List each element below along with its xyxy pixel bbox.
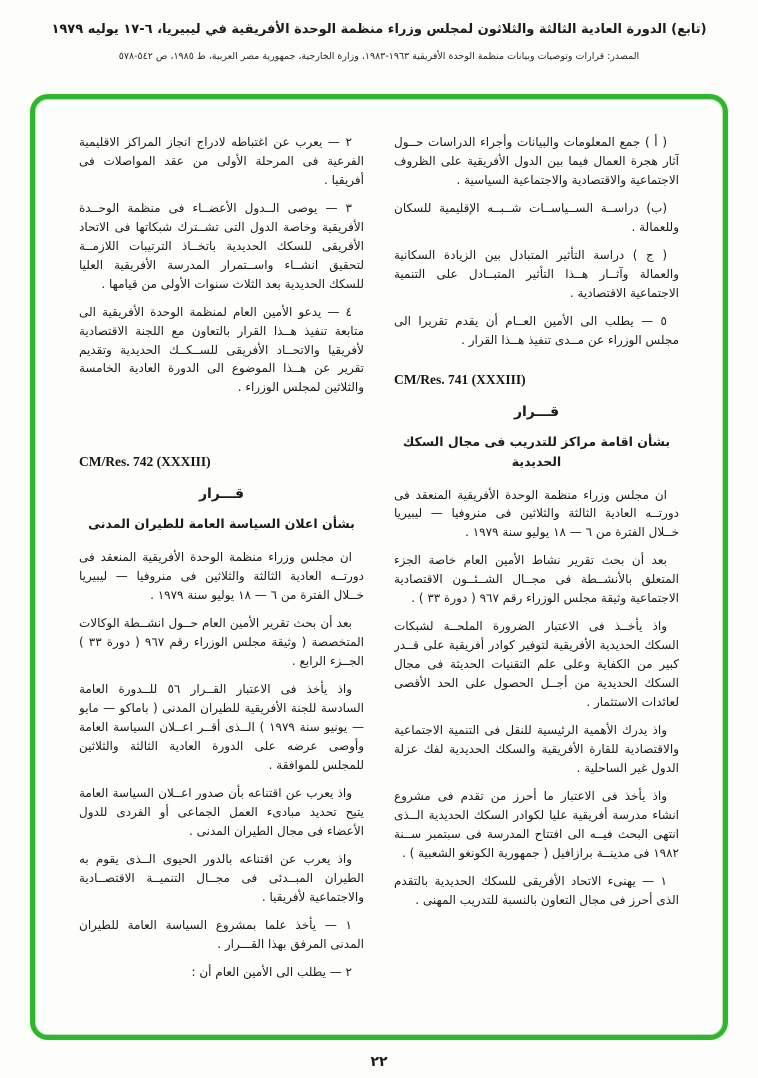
resolution-ref-742: CM/Res. 742 (XXXIII) [79,454,211,470]
columns [35,99,723,1035]
paragraph: ٤ — يدعو الأمين العام لمنظمة الوحدة الأفريقية الى متابعة تنفيذ هــذا القرار بالتعاون مع اللجنة الاقتصادية لأفريقيا والاتحــاد الأفريقى للســكــك الحديدية وتقديم تقرير عن هــذا الموضوع الى الدورة العادية الخامسة والثلاثين لمجلس الوزراء . [79,304,364,395]
paragraph: ان مجلس وزراء منظمة الوحدة الأفريقية المنعقد فى دورتــه العادية الثالثة والثلاثين فى منروفيا — ليبيريا خــلال الفترة من ٦ — ١٨ يوليو سنة ١٩٧٩ . [394,487,679,540]
paragraph: ان مجلس وزراء منظمة الوحدة الأفريقية المنعقد فى دورتــه العادية الثالثة والثلاثين فى منروفيا — ليبيريا خــلال الفترة من ٦ — ١٨ يوليو سنة ١٩٧٩ . [79,550,364,603]
page-number: ٢٢ [370,1054,388,1070]
paragraph: ١ — يأخذ علما بمشروع السياسة العامة للطيران المدنى المرفق بهذا القـــرار . [79,917,364,951]
resolution-ref-741: CM/Res. 741 (XXXIII) [394,371,526,387]
paragraph: ٢ — يطلب الى الأمين العام أن : [191,964,352,979]
paragraph: ٢ — يعرب عن اغتباطه لادراج انجاز المراكز الاقليمية الفرعية فى المرحلة الأولى من عقد المواصلات فى أفريقيا . [79,135,364,187]
resolution-heading: قـــرار [513,403,560,420]
paragraph: ٥ — يطلب الى الأمين العــام أن يقدم تقريرا الى مجلس الوزراء عن مــدى تنفيذ هــذا القرار . [394,313,679,347]
page-header [0,22,758,62]
left-column [79,133,364,1015]
paragraph: ١ — يهنىء الاتحاد الأفريقى للسكك الحديدية بالتقدم الذى أحرز فى مجال التعاون بالنسبة للتدريب المهنى . [394,873,679,907]
paragraph: ( ج ) دراسة التأثير المتبادل بين الزيادة السكانية والعمالة وآثــار هــذا التأثير المتبــادل على التنمية الاجتماعية الاقتصادية . [394,247,679,300]
column-gap [79,406,364,432]
paragraph: بعد أن بحث تقرير نشاط الأمين العام خاصة الجزء المتعلق بالأنشــطة فى مجــال الشــئــون الاقتصادية الاجتماعية وثيقة مجلس الوزراء رقم ٩٦٧ ( دورة ٣٣ ) . [394,553,679,606]
paragraph: واذ يأخذ فى الاعتبار ما أحرز من تقدم فى مشروع انشاء مدرسة أفريقية عليا لكوادر السكك الحديدية الــذى انتهى البحث فيــه الى افتتاح المدرسة فى سبتمبر ســنة ١٩٨٢ فى مدينــة برازافيل ( جمهورية الكونغو الشعبية ) . [394,788,679,860]
paragraph: ٣ — يوصى الــدول الأعضــاء فى منظمة الوحــدة الأفريقية وخاصة الدول التى تشــترك شبكاتها فى الاتحاد الأفريقى للسكك الحديدية باتخــاذ الترتيبات اللازمــة لتحقيق انشــاء واســتمرار المدرسة الأفريقية العليا للسكك الحديدية بعد الثلاث سنوات الأولى من قيامها . [79,200,364,291]
paragraph: واذ يعرب عن اقتناعه بأن صدور اعــلان السياسة العامة يتيح تحديد مبادىء العمل الجماعى أو الفردى للدول الأعضاء فى مجال الطيران المدنى . [79,785,364,838]
paragraph: (ب) دراســة الســياســات شــبــه الإقليمية للسكان وللعمالة . [394,200,679,234]
content-frame [30,94,728,1040]
paragraph: واذ يأخذ فى الاعتبار القــرار ٥٦ للــدورة العامة السادسة للجنة الأفريقية للطيران المدنى ( باماكو — مايو — يونيو سنة ١٩٧٩ ) الــذى أقــر اعــلان السياسة العامة وأوصى عرضه على الدورة العادية الثالثة والثلاثين للمجلس للموافقة . [79,682,364,772]
paragraph: ( أ ) جمع المعلومات والبيانات وأجراء الدراسات حــول آثار هجرة العمال فيما بين الدول الأفريقية على الظروف الاجتماعية والاقتصادية والاجتماعية السياسية . [394,135,679,187]
paragraph: بعد أن بحث تقرير الأمين العام حــول انشــطة الوكالات المتخصصة ( وثيقة مجلس الوزراء رقم ٩٦٧ ( دورة ٣٣ ) الجــزء الرابع . [79,616,364,669]
resolution-subject: بشأن اقامة مراكز للتدريب فى مجال السكك الحديدية [402,433,671,469]
resolution-subject: بشأن اعلان السياسة العامة للطيران المدنى [88,516,355,532]
header-title: (تابع) الدورة العادية الثالثة والثلاثون لمجلس وزراء منظمة الوحدة الأفريقية في ليبيريا، ٦-١٧ يوليه ١٩٧٩ [51,22,707,37]
header-source: المصدر: قرارات وتوصيات وبيانات منظمة الوحدة الأفريقية ١٩٦٣-١٩٨٣، وزارة الخارجية، جمهورية مصر العربية، ط ١٩٨٥، ص ٥٤٢-٥٧٨ [118,51,640,62]
paragraph: واذ يدرك الأهمية الرئيسية للنقل فى التنمية الاجتماعية والاقتصادية للقارة الأفريقية والسكك الحديدية لفك عزلة الدول غير الساحلية . [394,723,679,775]
right-column [394,133,679,1015]
paragraph: واذ يأخــذ فى الاعتبار الضرورة الملحــة لشبكات السكك الحديدية الأفريقية لتوفير كوادر أفريقية على قــدر كبير من الكفاية وعلى علم التقنيات الحديثة فى مجال السكك الحديدية من أجــل الحصول على الحد الأقصى لعائدات الاستثمار . [394,619,679,710]
paragraph: واذ يعرب عن اقتناعه بالدور الحيوى الــذى يقوم به الطيران المبــدئى فى مجــال التنميــة الاقتصــادية والاجتماعية لأفريقيا . [79,851,364,904]
resolution-heading: قـــرار [198,486,245,503]
